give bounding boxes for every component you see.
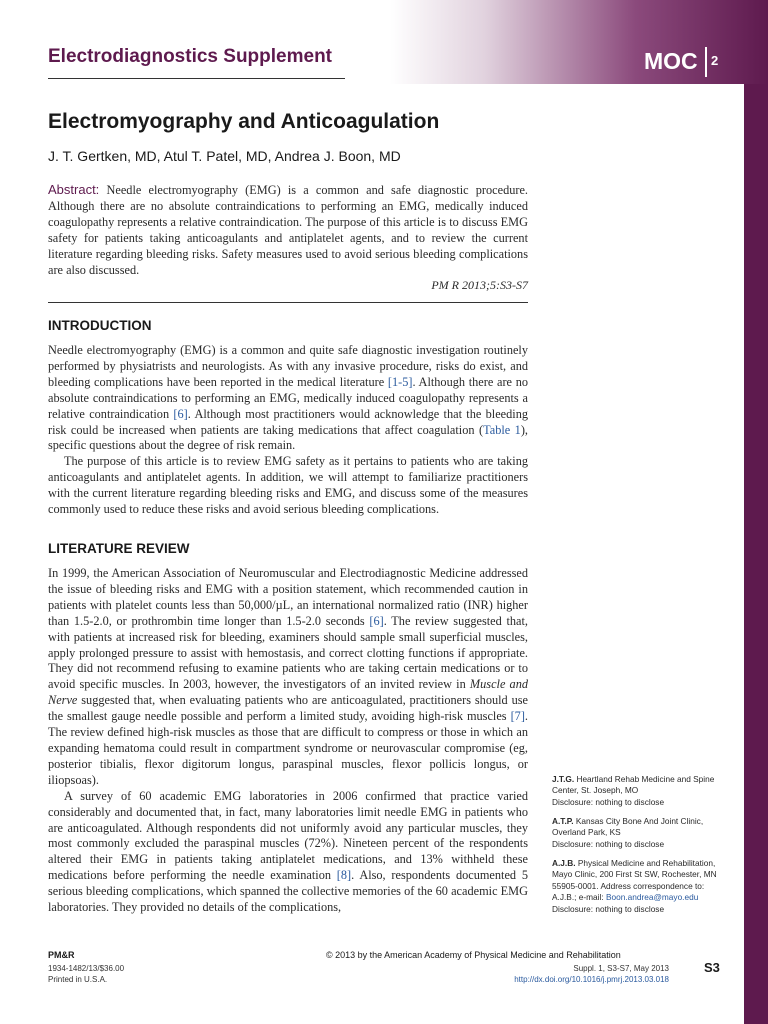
side-bar: [744, 84, 768, 1024]
footer-copyright: © 2013 by the American Academy of Physical Medicine and Rehabilitation: [326, 950, 621, 960]
supplement-rule: [48, 78, 345, 79]
footer-printed: Printed in U.S.A.: [48, 975, 108, 984]
citation: PM R 2013;5:S3-S7: [431, 278, 528, 292]
page-number: S3: [704, 960, 720, 975]
footer-issue: Suppl. 1, S3-S7, May 2013: [573, 964, 669, 973]
reference-link[interactable]: [1-5]: [387, 374, 413, 389]
affiliation-note: A.T.P. Kansas City Bone And Joint Clinic, Overland Park, KS Disclosure: nothing to disclose: [552, 816, 704, 849]
introduction-body: [48, 343, 528, 518]
introduction-paragraph-2: The purpose of this article is to review EMG safety as it pertains to patients who are taking anticoagulants and antiplatelet agents. In addition, we will attempt to familiarize practitioners with the current literature regarding bleeding risks and EMG, and discuss some of the measures commonly used to reduce these risks and avoid serious bleeding complications.: [48, 454, 528, 517]
journal-name: Muscle and Nerve: [48, 677, 528, 708]
introduction-heading: INTRODUCTION: [48, 318, 152, 333]
header-band: [390, 0, 768, 84]
article-authors: J. T. Gertken, MD, Atul T. Patel, MD, Andrea J. Boon, MD: [48, 148, 401, 164]
footer-issn: 1934-1482/13/$36.00: [48, 964, 125, 973]
moc-divider: [705, 47, 707, 77]
literature-heading: LITERATURE REVIEW: [48, 541, 190, 556]
affiliation-note: J.T.G. Heartland Rehab Medicine and Spine Center, St. Joseph, MO Disclosure: nothing to disclose: [552, 774, 715, 807]
affiliation-note: A.J.B. Physical Medicine and Rehabilitation, Mayo Clinic, 200 First St SW, Rochester, MN 55905-0001. Address correspondence to: A.J.B.; e-mail: Boon.andrea@mayo.edu Disclosure: nothing to disclose: [552, 858, 717, 914]
footer-doi-link[interactable]: http://dx.doi.org/10.1016/j.pmrj.2013.03.018: [514, 975, 669, 984]
literature-paragraph-2: A survey of 60 academic EMG laboratories in 2006 confirmed that practice varied considerably and documented that, in fact, many laboratories limit needle EMG in patients who are anticoagulated. Although respondents did not uniformly avoid any particular muscles, they most commonly excluded the paraspinal muscles (72%). Nineteen percent of the respondents altered their EMG in patients taking antiplatelet medications, and 13% withheld these medications before performing the needle examination [8]. Also, respondents documented 5 serious bleeding complications, which spanned the collective memories of the 60 academic EMG laboratories. They provided no details of the complications,: [48, 788, 528, 915]
email-link[interactable]: Boon.andrea@mayo.edu: [605, 892, 699, 903]
supplement-title: Electrodiagnostics Supplement: [48, 46, 332, 67]
literature-paragraph-1: In 1999, the American Association of Neuromuscular and Electrodiagnostic Medicine addressed the issue of bleeding risks and EMG with a position statement, which recommended caution in patients with platelet counts less than 50,000/µL, an international normalized ratio (INR) higher than 1.5-2.0, or prothrombin time longer than 1.5-2.0 seconds [6]. The review suggested that, with patients at increased risk for bleeding, examiners should sample small superficial muscles, apply prolonged pressure to assist with hemostasis, and correct clotting functions if appropriate. They did not recommend refusing to examine patients who are taking certain medications or to avoid specific muscles. In 2003, however, the investigators of an invited review in Muscle and Nerve suggested that, when evaluating patients who are anticoagulated, practitioners should use the smallest gauge needle possible and perform a limited study, avoiding high-risk muscles [7]. The review defined high-risk muscles as those that are difficult to compress or those in which an expanding hematoma could result in compartment syndrome or neurovascular compromise (eg, posterior tibialis, flexor digitorum longus, paraspinal muscles, flexor pollicis longus, or iliopsoas).: [48, 566, 529, 787]
table-link[interactable]: Table 1: [483, 422, 521, 437]
reference-link[interactable]: [6]: [369, 613, 384, 628]
abstract-rule: [48, 302, 528, 303]
abstract-text: Needle electromyography (EMG) is a common and safe diagnostic procedure. Although there are no absolute contraindications to performing an EMG, medically induced coagulopathy represents a relative contraindication. The purpose of this article is to discuss EMG safety for patients taking anticoagulants and antiplatelet agents, and to review the current literature regarding bleeding risks. Safety measures used to avoid serious bleeding complications are also discussed.: [48, 183, 529, 277]
article-title: Electromyography and Anticoagulation: [48, 110, 440, 133]
moc-number: 2: [711, 53, 719, 68]
footer-journal: PM&R: [48, 950, 75, 960]
reference-link[interactable]: [7]: [510, 709, 525, 724]
reference-link[interactable]: [6]: [173, 406, 188, 421]
reference-link[interactable]: [8]: [336, 868, 352, 883]
abstract-label: Abstract:: [48, 182, 100, 197]
abstract: [48, 182, 528, 278]
introduction-paragraph-1: Needle electromyography (EMG) is a common and quite safe diagnostic investigation routinely performed by physiatrists and neurologists. As with any invasive procedure, risks do exist, and bleeding complications have been reported in the medical literature [1-5]. Although there are no absolute contraindications to performing an EMG, medically induced coagulopathy represents a relative contraindication [6]. Although most practitioners would acknowledge that the bleeding risk could be increased when patients are taking medications that affect coagulation (Table 1), specific questions about the degree of risk remain.: [48, 343, 528, 453]
literature-body: [48, 566, 528, 916]
moc-logo: MOC: [644, 48, 698, 74]
